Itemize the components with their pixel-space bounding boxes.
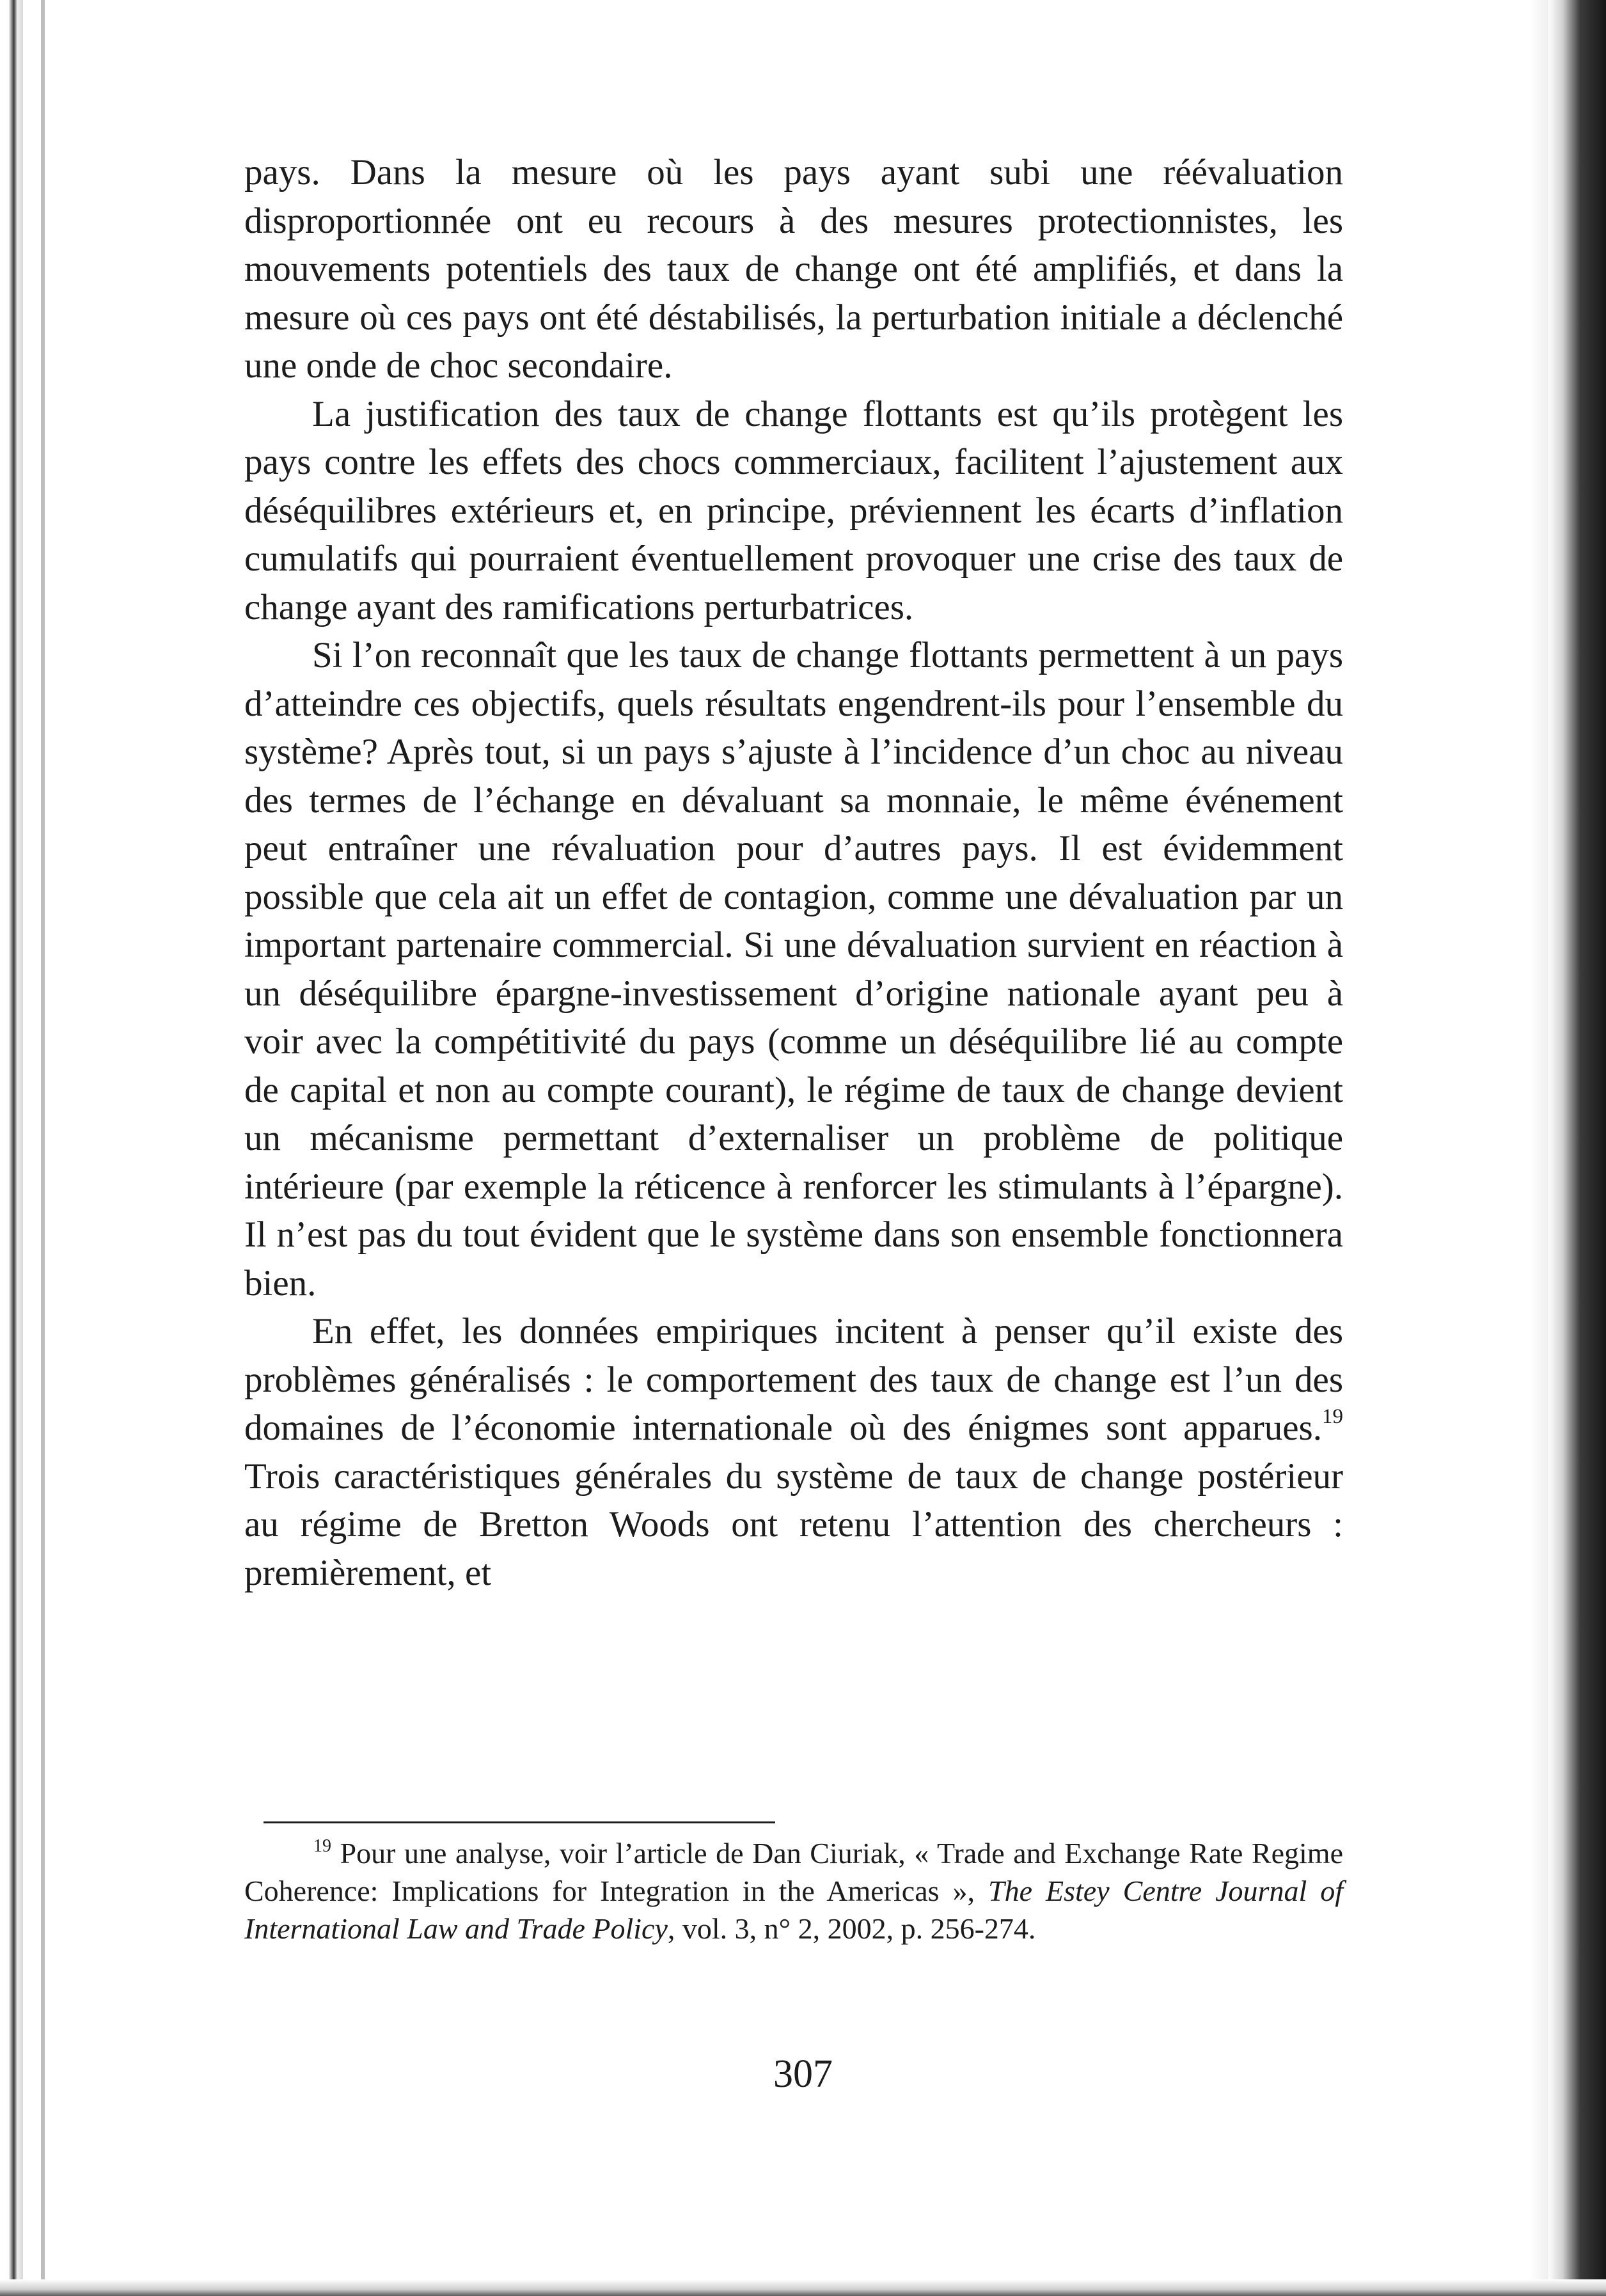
- paragraph-4-text-a: En effet, les données empiriques incitent à penser qu’il existe des problèmes généralisés : le comportement des taux de change est l’un des domaines de l’économie internationale où des énigmes sont apparues.: [244, 1311, 1343, 1448]
- footnote-paragraph: [244, 1834, 1343, 1947]
- footnote-text-b: , vol. 3, n° 2, 2002, p. 256-274.: [667, 1912, 1036, 1945]
- scan-gutter-inner: [1529, 0, 1548, 2296]
- paragraph-1: pays. Dans la mesure où les pays ayant subi une réévaluation disproportionnée ont eu recours à des mesures protectionnistes, les mouvements potentiels des taux de change ont été amplifiés, et dans la mesure où ces pays ont été déstabilisés, la perturbation initiale a déclenché une onde de choc secondaire.: [244, 152, 1343, 386]
- footnote-number: 19: [313, 1836, 331, 1856]
- page-number: 307: [773, 2052, 833, 2096]
- paragraph-4: [244, 1307, 1343, 1597]
- scan-binding-line: [41, 0, 45, 2296]
- scan-bottom-edge: [0, 2279, 1606, 2296]
- scan-binding-edge: [9, 0, 23, 2296]
- footnote: [244, 1834, 1343, 1947]
- scan-gutter-shadow: [1548, 0, 1606, 2296]
- footnote-divider: [264, 1821, 775, 1823]
- footnote-text-a: Pour une analyse, voir l’article de Dan Ciuriak, « Trade and Exchange Rate Regime Coherence: Implications for Integration in the Americas »,: [244, 1837, 1343, 1907]
- paragraph-4-text-b: Trois caractéristiques générales du système de taux de change postérieur au régime de Bretton Woods ont retenu l’attention des chercheurs : premièrement, et: [244, 1456, 1343, 1593]
- page-body: [244, 148, 1343, 1597]
- paragraph-3: Si l’on reconnaît que les taux de change flottants permettent à un pays d’atteindre ces objectifs, quels résultats engendrent-ils pour l’ensemble du système? Après tout, si un pays s’ajuste à l’incidence d’un choc au niveau des termes de l’échange en dévaluant sa monnaie, le même événement peut entraîner une révaluation pour d’autres pays. Il est évidemment possible que cela ait un effet de contagion, comme une dévaluation par un important partenaire commercial. Si une dévaluation survient en réaction à un déséquilibre épargne-investissement d’origine nationale ayant peu à voir avec la compétitivité du pays (comme un déséquilibre lié au compte de capital et non au compte courant), le régime de taux de change devient un mécanisme permettant d’externaliser un problème de politique intérieure (par exemple la réticence à renforcer les stimulants à l’épargne). Il n’est pas du tout évident que le système dans son ensemble fonctionnera bien.: [244, 635, 1343, 1303]
- paragraph-2: La justification des taux de change flottants est qu’ils protègent les pays contre les effets des chocs commerciaux, facilitent l’ajustement aux déséquilibres extérieurs et, en principe, préviennent les écarts d’inflation cumulatifs qui pourraient éventuellement provoquer une crise des taux de change ayant des ramifications perturbatrices.: [244, 393, 1343, 627]
- footnote-reference[interactable]: 19: [1322, 1405, 1343, 1428]
- footnote-journal-title: The Estey Centre Journal of International Law and Trade Policy: [244, 1875, 1344, 1945]
